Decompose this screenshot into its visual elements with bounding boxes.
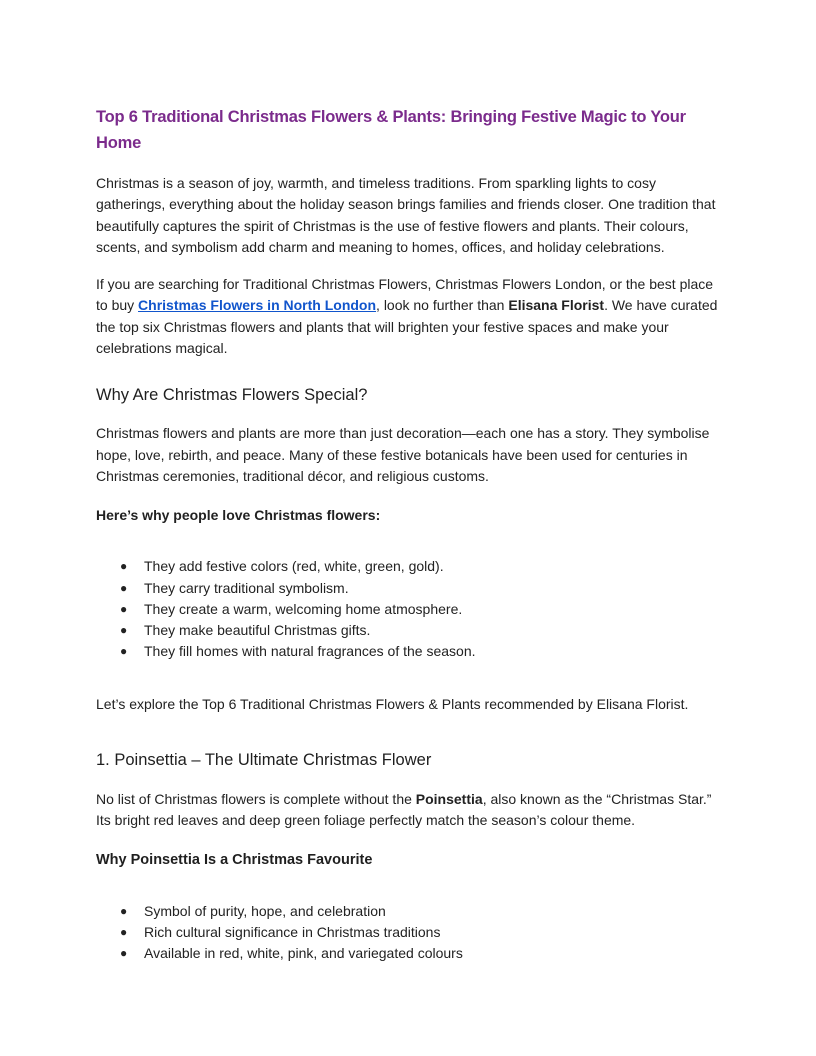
document-page bbox=[96, 104, 720, 965]
list-item: ● They create a warm, welcoming home atmosphere. bbox=[96, 599, 720, 620]
list-item: ● Available in red, white, pink, and variegated colours bbox=[96, 943, 720, 964]
subheading-poinsettia-favourite: Why Poinsettia Is a Christmas Favourite bbox=[96, 851, 373, 868]
list-item: ● Rich cultural significance in Christmas traditions bbox=[96, 922, 720, 943]
explore-paragraph: Let’s explore the Top 6 Traditional Christmas Flowers & Plants recommended by Elisana Florist. bbox=[96, 695, 689, 712]
bullet-icon: ● bbox=[120, 924, 128, 939]
bullet-icon: ● bbox=[120, 580, 128, 595]
why-special-list bbox=[96, 556, 720, 662]
intro-text-end: . We have curated the top six Christmas flowers and plants that will brighten your festive spaces and make your celebrations magical. bbox=[96, 297, 718, 357]
why-special-paragraph: Christmas flowers and plants are more than just decoration—each one has a story. They symbolise hope, love, rebirth, and peace. Many of these festive botanicals have been used for centuries in Christmas ceremonies, traditional décor, and religious customs. bbox=[96, 425, 710, 484]
list-item: ● They fill homes with natural fragrances of the season. bbox=[96, 641, 720, 662]
bullet-icon: ● bbox=[120, 559, 128, 574]
poinsettia-list bbox=[96, 901, 720, 965]
bullet-icon: ● bbox=[120, 946, 128, 961]
bullet-icon: ● bbox=[120, 601, 128, 616]
page-title: Top 6 Traditional Christmas Flowers & Plants: Bringing Festive Magic to Your Home bbox=[96, 108, 686, 152]
intro-text-middle: , look no further than bbox=[376, 297, 509, 314]
bullet-icon: ● bbox=[120, 644, 128, 659]
poinsettia-bold: Poinsettia bbox=[415, 791, 483, 808]
section-heading-poinsettia: 1. Poinsettia – The Ultimate Christmas Flower bbox=[96, 751, 432, 770]
section-heading-why-special: Why Are Christmas Flowers Special? bbox=[96, 386, 368, 405]
poinsettia-paragraph: No list of Christmas flowers is complete without the Poinsettia, also known as the “Christmas Star.” Its bright red leaves and deep green foliage perfectly match the season’s colour theme. bbox=[96, 791, 712, 829]
bullet-icon: ● bbox=[120, 623, 128, 638]
list-item: ● They add festive colors (red, white, green, gold). bbox=[96, 556, 720, 577]
why-special-lead: Here’s why people love Christmas flowers: bbox=[96, 507, 381, 524]
intro-text-start: If you are searching for Traditional Christmas Flowers, Christmas Flowers London, or the best place to buy bbox=[96, 276, 714, 314]
list-item: ● They make beautiful Christmas gifts. bbox=[96, 620, 720, 641]
christmas-flowers-north-london-link[interactable]: Christmas Flowers in North London bbox=[138, 297, 377, 314]
list-item: ● They carry traditional symbolism. bbox=[96, 578, 720, 599]
intro-paragraph-1: Christmas is a season of joy, warmth, and timeless traditions. From sparkling lights to cosy gatherings, everything about the holiday season brings families and friends closer. One tradition that beautifully captures the spirit of Christmas is the use of festive flowers and plants. Their colours, scents, and symbolism add charm and meaning to homes, offices, and holiday celebrations. bbox=[96, 175, 716, 255]
list-item: ● Symbol of purity, hope, and celebration bbox=[96, 901, 720, 922]
brand-name: Elisana Florist bbox=[508, 297, 605, 314]
bullet-icon: ● bbox=[120, 903, 128, 918]
intro-paragraph-2 bbox=[96, 274, 720, 359]
